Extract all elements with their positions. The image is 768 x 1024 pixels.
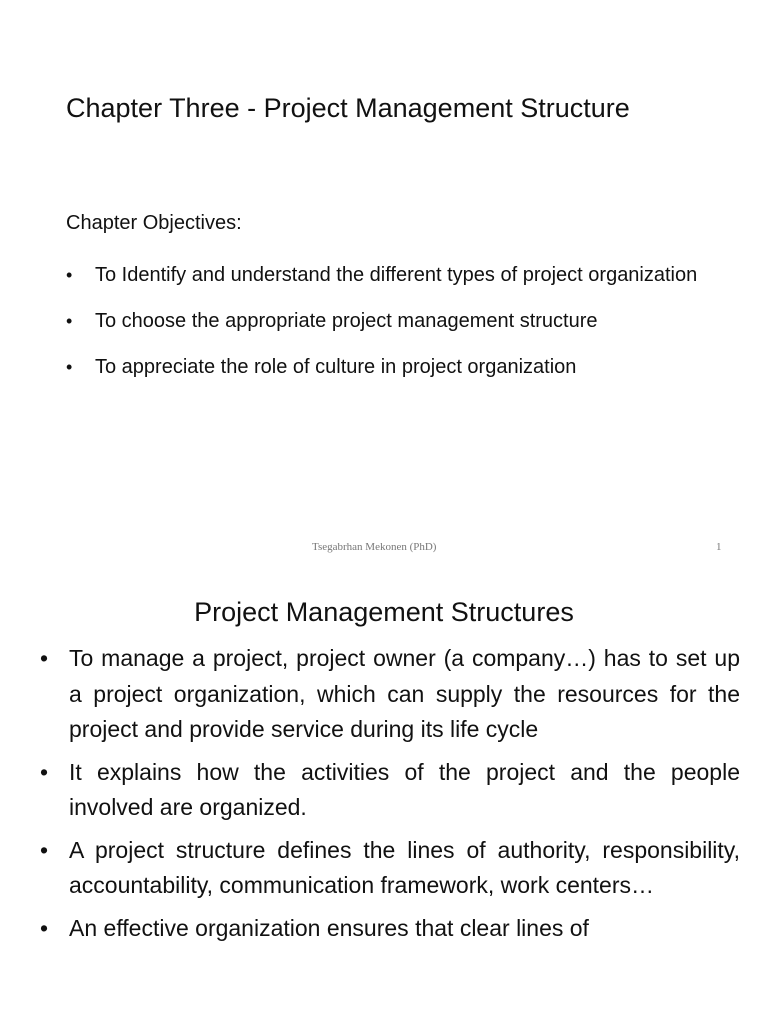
slide-1-title: Chapter Three - Project Management Structure <box>66 93 630 123</box>
structure-bullet-item <box>40 911 740 947</box>
structure-bullet-item <box>40 833 740 904</box>
page-number: 1 <box>716 541 722 553</box>
bullet-icon: • <box>66 265 73 285</box>
structure-bullet-text: An effective organization ensures that clear lines of <box>69 914 589 941</box>
bullet-icon: • <box>66 357 73 377</box>
objectives-heading: Chapter Objectives: <box>66 212 242 234</box>
objective-item <box>66 298 736 344</box>
bullet-icon: • <box>40 645 49 671</box>
objective-item <box>66 344 736 390</box>
bullet-icon: • <box>40 836 49 863</box>
structure-bullet-text: A project structure defines the lines of authority, responsibility, accountability, communication framework, work centers… <box>69 836 740 898</box>
slide-2-title: Project Management Structures <box>194 597 574 627</box>
bullet-icon: • <box>40 914 49 941</box>
objective-item <box>66 252 736 298</box>
slide-2 <box>0 566 768 1024</box>
structure-bullet-text: To manage a project, project owner (a company…) has to set up a project organization, which can supply the resources for the project and provide service during its life cycle <box>69 645 740 742</box>
structure-bullet-item <box>40 755 740 826</box>
objective-text: To choose the appropriate project management structure <box>95 310 598 332</box>
objective-text: To Identify and understand the different types of project organization <box>95 264 698 286</box>
structure-bullets-list <box>40 641 740 953</box>
structure-bullet-text: It explains how the activities of the project and the people involved are organized. <box>69 758 740 820</box>
structure-bullet-item <box>40 641 740 748</box>
bullet-icon: • <box>40 758 49 785</box>
bullet-icon: • <box>66 311 73 331</box>
objectives-list <box>66 252 736 390</box>
objective-text: To appreciate the role of culture in project organization <box>95 356 577 378</box>
footer-author: Tsegabrhan Mekonen (PhD) <box>312 541 437 553</box>
